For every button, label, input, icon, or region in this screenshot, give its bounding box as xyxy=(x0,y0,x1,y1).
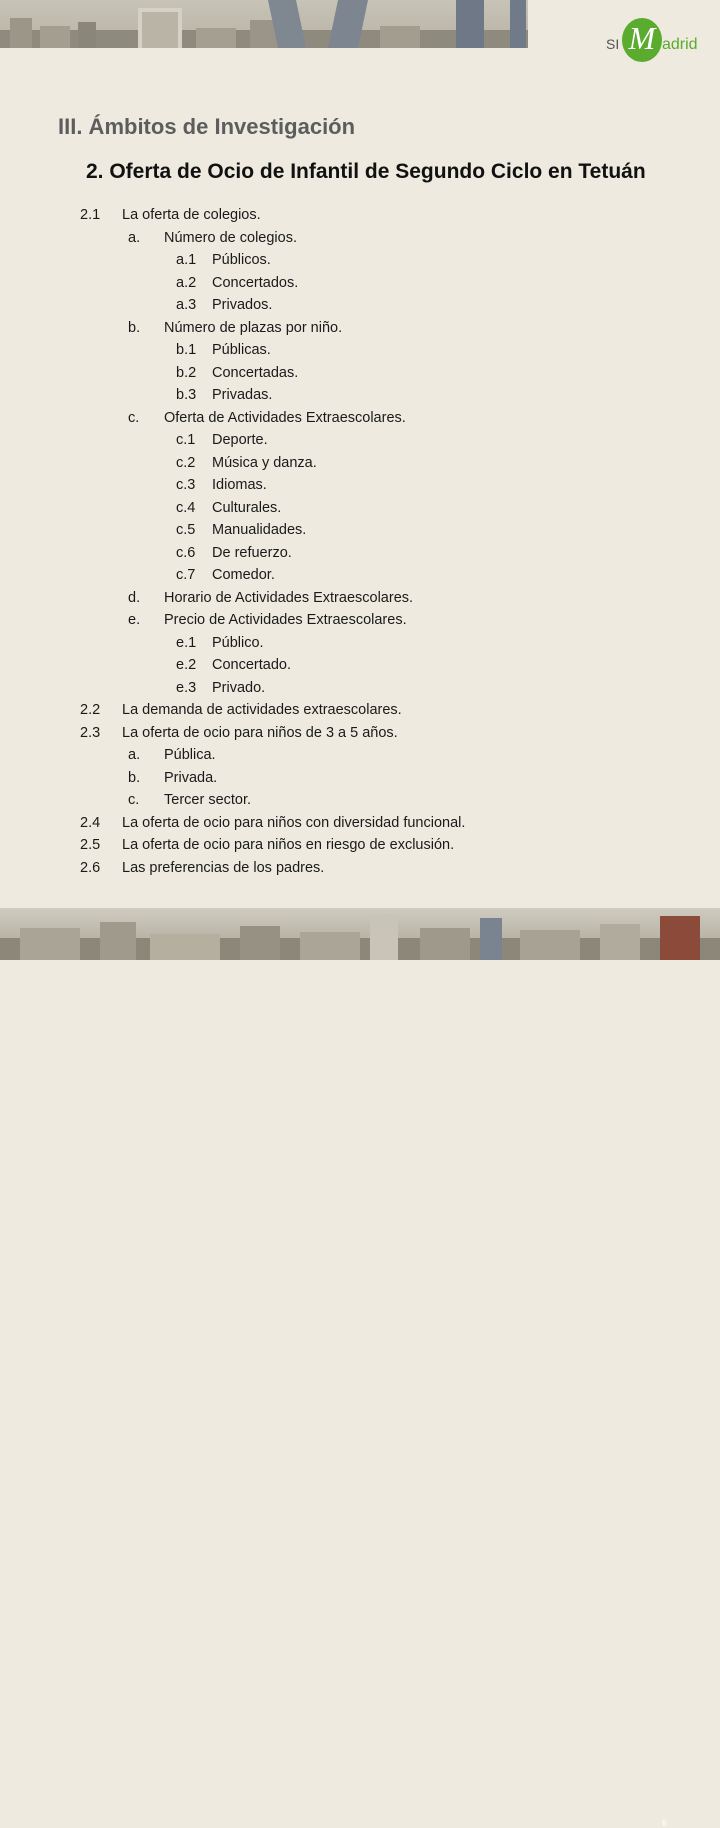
outline-item-text: Concertados. xyxy=(212,274,299,291)
outline-item-text: Concertadas. xyxy=(212,364,299,381)
outline-item-text: Públicas. xyxy=(212,342,271,358)
outline-item-text: Número de plazas por niño. xyxy=(164,319,343,336)
outline-item-number: 2.1 xyxy=(80,207,101,223)
logo-mark: M xyxy=(628,20,656,56)
outline-item-text: Precio de Actividades Extraescolares. xyxy=(164,612,407,628)
outline-item-text: Manualidades. xyxy=(212,522,307,538)
outline-item-text: Culturales. xyxy=(212,499,282,516)
outline-item-text: La demanda de actividades extraescolares. xyxy=(122,702,402,718)
outline-item-number: c. xyxy=(128,409,140,426)
outline-item-number: 2.3 xyxy=(80,724,101,741)
outline-item-text: La oferta de ocio para niños de 3 a 5 años. xyxy=(122,724,398,741)
skyline-banner-top xyxy=(0,0,528,48)
outline-item-text: Deporte. xyxy=(212,432,268,448)
outline-item-text: Privado. xyxy=(212,679,266,696)
outline-item-number: b.3 xyxy=(176,387,197,403)
outline-item-text: Público. xyxy=(212,634,264,651)
outline-item-text: La oferta de ocio para niños con diversidad funcional. xyxy=(122,814,466,831)
simadrid-logo xyxy=(606,16,706,70)
outline-item-number: c.7 xyxy=(176,567,196,583)
outline-item-number: c.6 xyxy=(176,544,196,561)
outline-item-text: Privada. xyxy=(164,769,218,786)
skyline-illustration-bottom xyxy=(0,908,720,960)
outline-item-number: a.1 xyxy=(176,252,197,268)
section-subheading: 2. Oferta de Ocio de Infantil de Segundo Ciclo en Tetuán xyxy=(86,160,646,183)
outline-item-number: 2.6 xyxy=(80,859,101,876)
outline-item-text: La oferta de ocio para niños en riesgo de exclusión. xyxy=(122,837,455,853)
outline-item-text: Comedor. xyxy=(212,567,275,583)
outline-item-number: b.2 xyxy=(176,364,197,381)
outline-item-number: a.2 xyxy=(176,274,197,291)
outline-item-number: 2.4 xyxy=(80,814,101,831)
outline-item-text: La oferta de colegios. xyxy=(122,207,261,223)
outline-item-text: Pública. xyxy=(164,747,216,763)
outline-item-text: Las preferencias de los padres. xyxy=(122,859,325,876)
outline-item-text: Concertado. xyxy=(212,657,291,673)
outline-item-number: c.4 xyxy=(176,499,196,516)
outline-item-text: Públicos. xyxy=(212,252,271,268)
outline-item-number: a. xyxy=(128,229,141,246)
outline-item-text: Idiomas. xyxy=(212,477,267,493)
outline-item-number: e.1 xyxy=(176,634,197,651)
outline-item-number: e.2 xyxy=(176,657,197,673)
outline-item-number: 2.2 xyxy=(80,702,101,718)
outline-item-number: a.3 xyxy=(176,297,197,313)
outline-item-number: c. xyxy=(128,792,140,808)
outline-item-text: Horario de Actividades Extraescolares. xyxy=(164,589,414,606)
outline-item-text: Privadas. xyxy=(212,387,273,403)
outline-item-number: 2.5 xyxy=(80,837,101,853)
outline-item-number: c.3 xyxy=(176,477,196,493)
outline-item-number: c.1 xyxy=(176,432,196,448)
logo-suffix: adrid xyxy=(662,36,698,53)
outline-item-number: e. xyxy=(128,612,141,628)
page-number: 6 xyxy=(662,1818,668,1828)
logo-prefix: SI xyxy=(606,36,620,52)
outline-item-number: b.1 xyxy=(176,342,197,358)
logo-badge xyxy=(622,18,662,62)
outline-item-number: c.5 xyxy=(176,522,196,538)
outline-item-text: Música y danza. xyxy=(212,454,317,471)
outline-item-text: Número de colegios. xyxy=(164,229,297,246)
outline-item-number: e.3 xyxy=(176,679,197,696)
outline-item-number: b. xyxy=(128,769,141,786)
section-heading: III. Ámbitos de Investigación xyxy=(58,114,356,139)
skyline-banner-bottom xyxy=(0,908,720,1828)
outline-item-text: Oferta de Actividades Extraescolares. xyxy=(164,409,406,426)
outline-item-text: Tercer sector. xyxy=(164,792,252,808)
skyline-illustration-top xyxy=(0,0,528,48)
outline-item-number: b. xyxy=(128,319,141,336)
outline-item-number: a. xyxy=(128,747,141,763)
outline-item-number: c.2 xyxy=(176,454,196,471)
outline-item-text: De refuerzo. xyxy=(212,544,292,561)
outline-item-text: Privados. xyxy=(212,297,273,313)
outline-item-number: d. xyxy=(128,589,141,606)
